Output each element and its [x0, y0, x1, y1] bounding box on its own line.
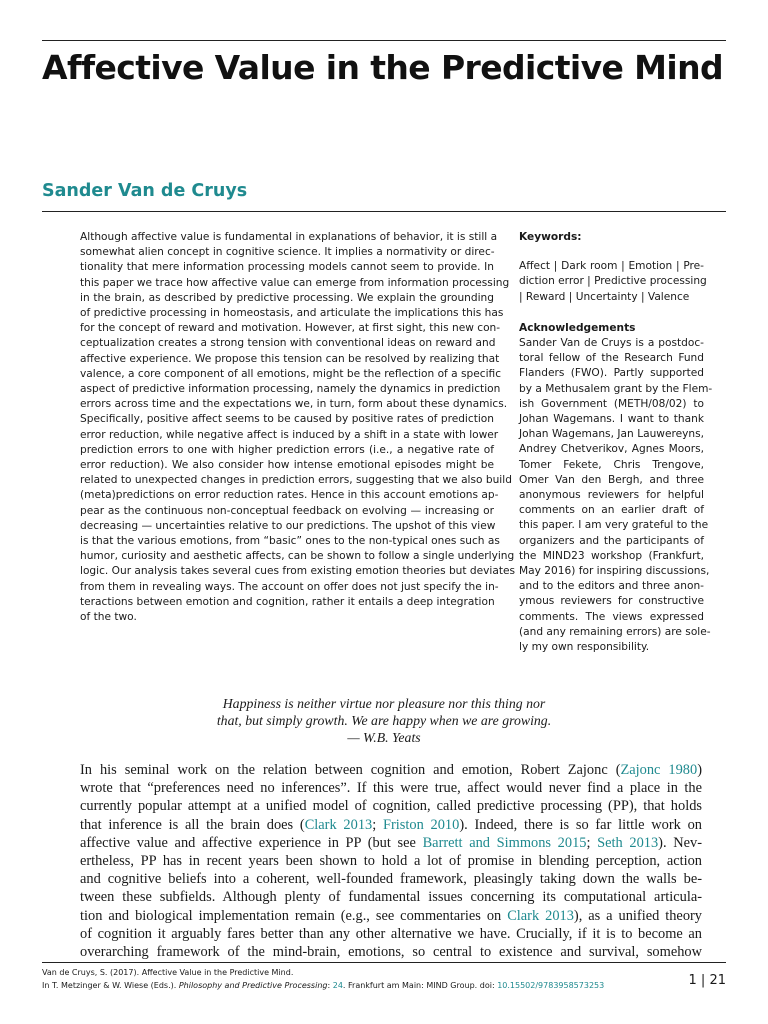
acknowledgements-line: the MIND23 workshop (Frankfurt,	[519, 549, 704, 562]
acknowledgements-line: comments on an earlier draft of	[519, 504, 704, 517]
abstract-line: error reduction). We also consider how intense emotional episodes might be	[80, 459, 494, 472]
abstract-line: humor, curiosity and aesthetic affects, can be shown to follow a single underlying	[80, 550, 515, 563]
acknowledgements-line: this paper. I am very grateful to the	[519, 519, 709, 532]
acknowledgements-line: toral fellow of the Research Fund	[519, 352, 704, 365]
acknowledgements-line: anonymous reviewers for helpful	[519, 489, 704, 502]
citation-link[interactable]: Barrett and Simmons 2015	[422, 834, 587, 851]
abstract-line: Specifically, positive affect seems to be caused by positive rates of prediction	[80, 413, 494, 426]
abstract-line: Although affective value is fundamental in explanations of behavior, it is still a	[80, 231, 498, 243]
abstract-line: affective experience. We propose this tension can be resolved by realizing that	[80, 352, 500, 365]
abstract-line: in the brain, as described by predictive processing. We explain the grounding	[80, 291, 494, 304]
body-line: of cognition it arguably fares better than any other alternative we have. Crucially, if it is to become an	[80, 925, 702, 942]
footer-rule	[42, 962, 726, 963]
acknowledgements-line: Johan Wagemans, Jan Lauwereyns,	[519, 428, 704, 441]
abstract-line: teractions between emotion and cognition, rather it entails a deep integration	[80, 595, 495, 608]
acknowledgements-line: and to the editors and three anon-	[519, 580, 704, 593]
abstract-line: is that the various emotions, from “basic” ones to the non-typical ones such as	[80, 535, 500, 548]
abstract-line: related to unexpected changes in prediction errors, suggesting that we also build	[80, 474, 512, 487]
keywords-heading: Keywords:	[519, 231, 582, 243]
abstract-line: (meta)predictions on error reduction rates. Hence in this account emotions ap-	[80, 489, 499, 502]
footer-line: Van de Cruys, S. (2017). Affective Value in the Predictive Mind.	[42, 968, 294, 977]
abstract-line: aspect of predictive information processing, namely the dynamics in prediction	[80, 383, 501, 396]
keywords-line: diction error | Predictive processing	[519, 275, 707, 288]
body-line: wrote that “preferences need no inferences”. If this were true, affect would never find a place in the	[80, 780, 702, 797]
abstract-line: errors across time and the expectations we, in turn, form about these dynamics.	[80, 398, 508, 411]
body-line: affective value and affective experience in PP (but see Barrett and Simmons 2015; Seth 2013). Nev-	[80, 834, 702, 851]
body-line: and cognitive beliefs into a coherent, well-founded framework, pleasingly taking down the walls be-	[80, 871, 702, 888]
sidebar	[519, 230, 713, 655]
abstract-line: somewhat alien concept in cognitive science. It implies a normativity or direc-	[80, 246, 495, 259]
abstract-line: ceptualization creates a strong tension with conventional ideas on reward and	[80, 337, 496, 350]
citation-link[interactable]: Clark 2013	[507, 907, 574, 924]
body-line: In his seminal work on the relation between cognition and emotion, Robert Zajonc (Zajonc 1980)	[80, 762, 702, 778]
body-line: currently popular attempt at a unified model of cognition, called predictive processing (PP), that holds	[80, 798, 702, 815]
body-line: ertheless, PP has in recent years been shown to hold a lot of promise in blending perception, action	[80, 853, 702, 870]
acknowledgements-line: Omer Van den Bergh, and three	[519, 473, 704, 486]
citation-footer	[42, 966, 726, 992]
body-text	[80, 761, 702, 961]
keywords-line: Affect | Dark room | Emotion | Pre-	[519, 260, 704, 273]
author-name: Sander Van de Cruys	[42, 181, 248, 201]
citation-link[interactable]: Friston 2010	[382, 816, 460, 833]
top-rule	[42, 40, 726, 41]
body-line: that inference is all the brain does (Clark 2013; Friston 2010). Indeed, there is so far little work on	[80, 816, 702, 833]
acknowledgements-line: ish Government (METH/08/02) to	[519, 397, 704, 410]
acknowledgements-line: comments. The views expressed	[519, 610, 704, 623]
page-number: 1 | 21	[688, 973, 726, 988]
abstract-line: of predictive processing in homeostasis, and articulate the implications this has	[80, 307, 504, 320]
epigraph-line: Happiness is neither virtue nor pleasure nor this thing nor	[222, 696, 546, 711]
acknowledgements-line: Flanders (FWO). Partly supported	[519, 367, 704, 380]
abstract	[80, 230, 516, 625]
paper-title: Affective Value in the Predictive Mind	[42, 48, 724, 87]
abstract-line: error reduction, while negative affect is induced by a shift in a state with lower	[80, 428, 499, 441]
abstract-line: of the two.	[80, 611, 137, 624]
epigraph-line: that, but simply growth. We are happy when we are growing.	[216, 713, 552, 728]
acknowledgements-line: May 2016) for inspiring discussions,	[519, 565, 710, 578]
abstract-line: pear as the continuous non-conceptual feedback on evolving — increasing or	[80, 504, 494, 517]
acknowledgements-line: Tomer Fekete, Chris Trengove,	[519, 458, 704, 471]
acknowledgements	[519, 321, 713, 655]
abstract-line: tionality that mere information processing models cannot seem to provide. In	[80, 261, 494, 274]
body-line: tion and biological implementation remain (e.g., see commentaries on Clark 2013), as a unified theory	[80, 907, 702, 924]
epigraph-attribution: — W.B. Yeats	[347, 730, 421, 745]
author-rule	[42, 211, 726, 212]
citation-link[interactable]: Seth 2013	[597, 834, 659, 851]
acknowledgements-line: ly my own responsibility.	[519, 641, 650, 654]
issue-link[interactable]: 24	[332, 981, 343, 990]
acknowledgements-line: ymous reviewers for constructive	[519, 595, 704, 608]
body-line: tween these subfields. Although plenty of fundamental issues concerning its computational articula-	[80, 889, 702, 906]
abstract-line: valence, a core component of all emotions, might be the reflection of a specific	[80, 367, 502, 380]
acknowledgements-line: Andrey Chetverikov, Agnes Moors,	[519, 443, 704, 456]
acknowledgements-text	[519, 336, 713, 655]
footer-line: In T. Metzinger & W. Wiese (Eds.). Philosophy and Predictive Processing: 24. Frankfurt am Main: MIND Group. doi: 10.15502/9783958573253	[42, 981, 605, 990]
abstract-line: for the concept of reward and motivation. However, at first sight, this new con-	[80, 322, 501, 335]
abstract-line: this paper we trace how affective value can emerge from information processing	[80, 276, 510, 289]
keywords-list	[519, 259, 707, 305]
acknowledgements-line: Johan Wagemans. I want to thank	[519, 413, 704, 426]
abstract-line: from them in revealing ways. The account on offer does not just specify the in-	[80, 580, 499, 593]
acknowledgements-heading: Acknowledgements	[519, 321, 636, 334]
acknowledgements-line: organizers and the participants of	[519, 534, 704, 547]
acknowledgements-line: (and any remaining errors) are sole-	[519, 625, 711, 638]
citation-link[interactable]: Clark 2013	[304, 816, 373, 833]
epigraph	[0, 695, 768, 746]
abstract-line: prediction errors to one with higher prediction errors (i.e., a negative rate of	[80, 443, 494, 456]
acknowledgements-line: by a Methusalem grant by the Flem-	[519, 382, 713, 395]
keywords-line: | Reward | Uncertainty | Valence	[519, 290, 690, 303]
citation-link[interactable]: Zajonc 1980	[620, 762, 698, 778]
body-line: overarching framework of the mind-brain, emotions, so central to existence and survival, somehow	[80, 944, 702, 961]
abstract-line: logic. Our analysis takes several cues from existing emotion theories but deviates	[80, 565, 516, 578]
doi-link[interactable]: 10.15502/9783958573253	[497, 981, 605, 990]
acknowledgements-line: Sander Van de Cruys is a postdoc-	[519, 337, 704, 350]
abstract-line: decreasing — uncertainties relative to our predictions. The upshot of this view	[80, 519, 496, 532]
